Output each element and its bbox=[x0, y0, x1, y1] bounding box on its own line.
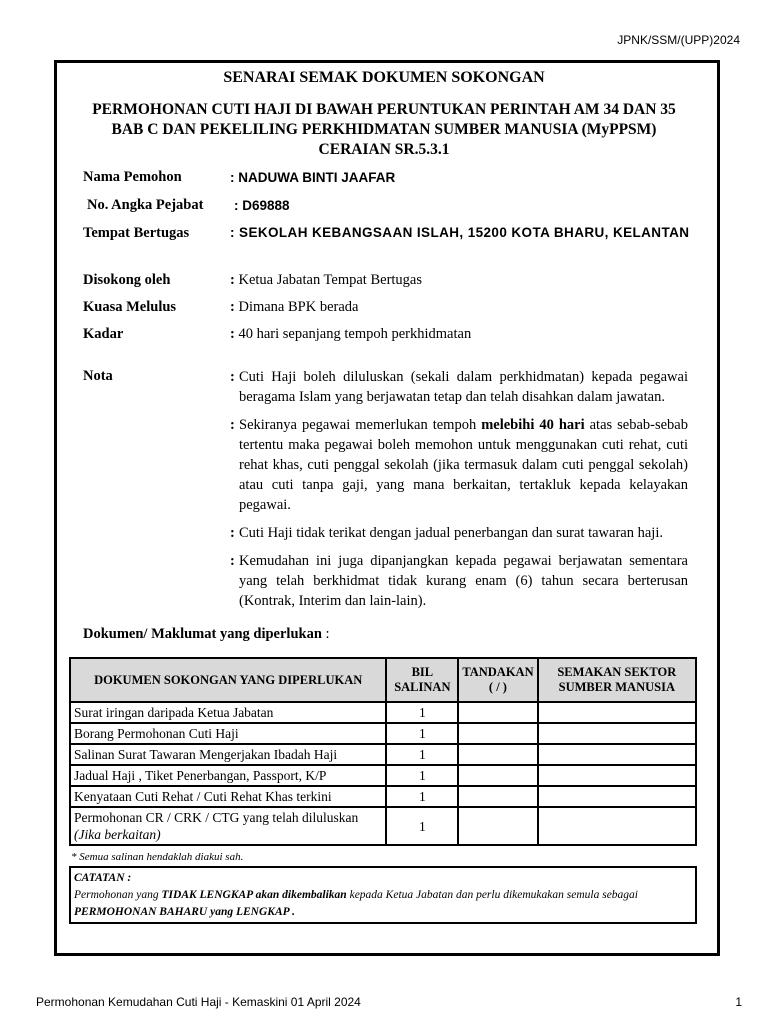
dokumen-label-colon: : bbox=[321, 626, 330, 642]
tandakan-cell[interactable] bbox=[458, 702, 537, 723]
colon: : bbox=[230, 326, 235, 342]
nota-item-1 bbox=[230, 367, 688, 407]
nota-item-2 bbox=[230, 415, 688, 515]
colon: : bbox=[230, 299, 235, 315]
header-dokumen: DOKUMEN SOKONGAN YANG DIPERLUKAN bbox=[70, 658, 386, 702]
page-subtitle bbox=[0, 100, 768, 160]
disokong-oleh-text: Ketua Jabatan Tempat Bertugas bbox=[238, 272, 422, 288]
subtitle-line: PERMOHONAN CUTI HAJI DI BAWAH PERUNTUKAN PERINTAH AM 34 DAN 35 bbox=[92, 101, 676, 118]
catatan-emphasis: TIDAK LENGKAP akan dikembalikan bbox=[161, 889, 347, 901]
doc-cell: Jadual Haji , Tiket Penerbangan, Passport, K/P bbox=[70, 765, 386, 786]
bil-cell: 1 bbox=[386, 765, 458, 786]
catatan-text: kepada Ketua Jabatan dan perlu dikemukakan semula sebagai bbox=[346, 889, 638, 901]
bil-cell: 1 bbox=[386, 723, 458, 744]
header-bil-salinan: BIL SALINAN bbox=[386, 658, 458, 702]
colon: : bbox=[230, 525, 235, 541]
colon: : bbox=[230, 417, 235, 433]
catatan-line-2: PERMOHONAN BAHARU yang LENGKAP . bbox=[74, 906, 295, 918]
table-row bbox=[70, 786, 696, 807]
subtitle-line: BAB C DAN PEKELILING PERKHIDMATAN SUMBER MANUSIA (MyPPSM) bbox=[111, 121, 657, 138]
bil-cell: 1 bbox=[386, 744, 458, 765]
table-row bbox=[70, 807, 696, 845]
bil-cell: 1 bbox=[386, 702, 458, 723]
semakan-cell[interactable] bbox=[538, 702, 696, 723]
header-semakan: SEMAKAN SEKTOR SUMBER MANUSIA bbox=[538, 658, 696, 702]
colon: : bbox=[230, 272, 235, 288]
nota-item-4 bbox=[230, 551, 688, 611]
tempat-bertugas-label: Tempat Bertugas bbox=[83, 225, 190, 241]
tandakan-cell[interactable] bbox=[458, 723, 537, 744]
table-row bbox=[70, 702, 696, 723]
doc-cell: Borang Permohonan Cuti Haji bbox=[70, 723, 386, 744]
nota-text: Kemudahan ini juga dipanjangkan kepada pegawai berjawatan sementara yang telah berkhidmat tidak kurang enam (6) tahun secara berterusan (Kontrak, Interim dan lain-lain). bbox=[239, 553, 688, 609]
dokumen-label-text: Dokumen/ Maklumat yang diperlukan bbox=[83, 626, 322, 642]
colon: : bbox=[230, 553, 235, 569]
kuasa-melulus-text: Dimana BPK berada bbox=[238, 299, 359, 315]
semakan-cell[interactable] bbox=[538, 807, 696, 845]
page-title: SENARAI SEMAK DOKUMEN SOKONGAN bbox=[223, 69, 545, 86]
table-header-row bbox=[70, 658, 696, 702]
colon: : bbox=[230, 369, 235, 385]
tandakan-cell[interactable] bbox=[458, 744, 537, 765]
no-angka-pejabat-label: No. Angka Pejabat bbox=[87, 197, 204, 213]
catatan-text: Permohonan yang bbox=[74, 889, 162, 901]
doc-cell bbox=[70, 807, 386, 845]
tandakan-cell[interactable] bbox=[458, 786, 537, 807]
bil-cell: 1 bbox=[386, 807, 458, 845]
nota-text-part: Sekiranya pegawai memerlukan tempoh bbox=[239, 417, 482, 433]
table-row bbox=[70, 765, 696, 786]
doc-cell: Salinan Surat Tawaran Mengerjakan Ibadah Haji bbox=[70, 744, 386, 765]
semakan-cell[interactable] bbox=[538, 765, 696, 786]
nota-text: Cuti Haji tidak terikat dengan jadual penerbangan dan surat tawaran haji. bbox=[239, 525, 663, 541]
table-row bbox=[70, 744, 696, 765]
document-reference: JPNK/SSM/(UPP)2024 bbox=[617, 33, 740, 47]
catatan-line-1 bbox=[74, 887, 692, 904]
nota-text-part: atas sebab-sebab tertentu maka pegawai boleh memohon untuk menggunakan cuti rehat, cuti rehat khas, cuti penggal sekolah (jika termasuk dalam cuti penggal sekolah) atau cuti tanpa gaji, yang mana berkaitan, tertakluk kepada kelayakan pegawai. bbox=[239, 417, 688, 513]
doc-cell: Kenyataan Cuti Rehat / Cuti Rehat Khas terkini bbox=[70, 786, 386, 807]
nota-emphasis: melebihi 40 hari bbox=[481, 417, 585, 433]
disokong-oleh-value bbox=[230, 272, 422, 289]
table-footnote: * Semua salinan hendaklah diakui sah. bbox=[71, 851, 244, 863]
footer-text: Permohonan Kemudahan Cuti Haji - Kemaskini 01 April 2024 bbox=[36, 995, 361, 1009]
nota-text bbox=[230, 415, 688, 515]
nota-label: Nota bbox=[83, 368, 113, 384]
subtitle-line: CERAIAN SR.5.3.1 bbox=[318, 141, 450, 158]
table-row bbox=[70, 723, 696, 744]
doc-cell-note: (Jika berkaitan) bbox=[74, 827, 161, 842]
doc-cell: Surat iringan daripada Ketua Jabatan bbox=[70, 702, 386, 723]
nama-pemohon-value: : NADUWA BINTI JAAFAR bbox=[230, 170, 396, 185]
tandakan-cell[interactable] bbox=[458, 765, 537, 786]
header-tandakan: TANDAKAN ( / ) bbox=[458, 658, 537, 702]
doc-cell-line: Permohonan CR / CRK / CTG yang telah diluluskan bbox=[74, 810, 359, 825]
semakan-cell[interactable] bbox=[538, 723, 696, 744]
kadar-label: Kadar bbox=[83, 326, 124, 342]
catatan-box bbox=[69, 866, 697, 924]
dokumen-section-label bbox=[83, 626, 330, 643]
documents-table bbox=[69, 657, 697, 846]
disokong-oleh-label: Disokong oleh bbox=[83, 272, 171, 288]
tempat-bertugas-value: : SEKOLAH KEBANGSAAN ISLAH, 15200 KOTA BHARU, KELANTAN bbox=[230, 225, 690, 240]
nama-pemohon-label: Nama Pemohon bbox=[83, 169, 182, 185]
kuasa-melulus-value bbox=[230, 299, 358, 316]
nota-item-3 bbox=[230, 523, 688, 543]
tandakan-cell[interactable] bbox=[458, 807, 537, 845]
catatan-title: CATATAN : bbox=[74, 872, 132, 884]
semakan-cell[interactable] bbox=[538, 744, 696, 765]
semakan-cell[interactable] bbox=[538, 786, 696, 807]
no-angka-pejabat-value: : D69888 bbox=[234, 198, 290, 213]
kadar-text: 40 hari sepanjang tempoh perkhidmatan bbox=[238, 326, 472, 342]
page-number: 1 bbox=[735, 995, 742, 1009]
kadar-value bbox=[230, 326, 471, 343]
kuasa-melulus-label: Kuasa Melulus bbox=[83, 299, 177, 315]
nota-text: Cuti Haji boleh diluluskan (sekali dalam perkhidmatan) kepada pegawai beragama Islam yang berjawatan tetap dan telah disahkan dalam jawatan. bbox=[239, 369, 688, 405]
bil-cell: 1 bbox=[386, 786, 458, 807]
